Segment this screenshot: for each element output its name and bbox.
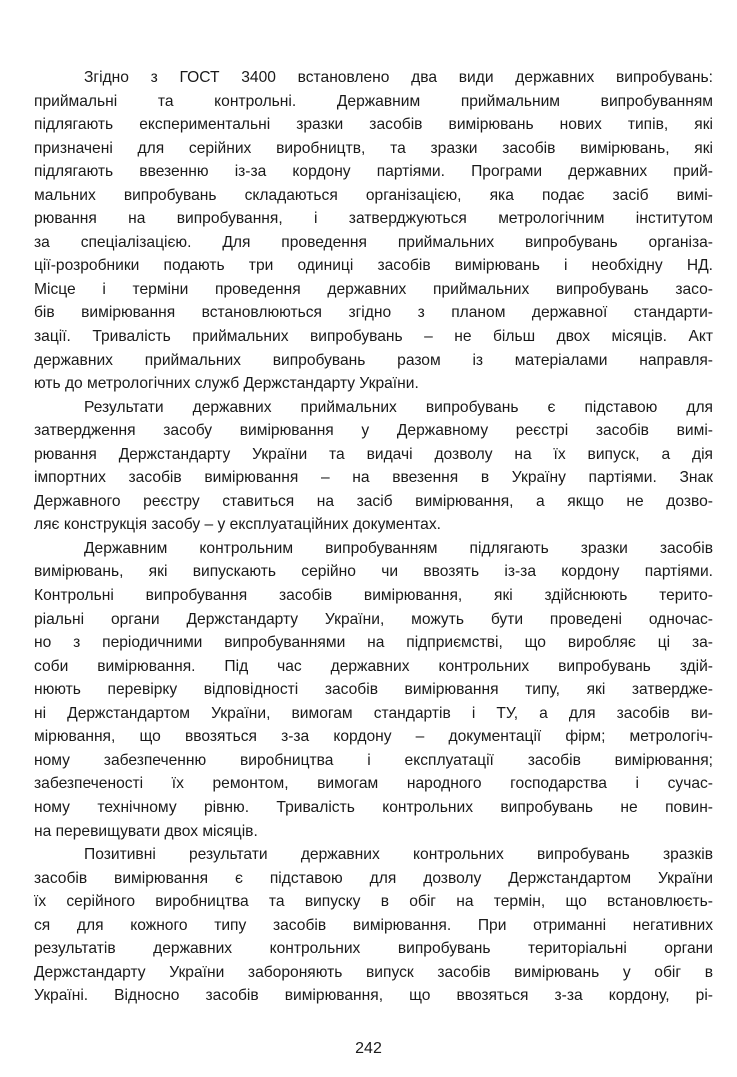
text-line: Державного реєстру ставиться на засіб вимірювання, а якщо не дозво-	[34, 492, 713, 510]
text-line: рювання на випробування, і затверджуються метрологічним інститутом	[34, 210, 713, 228]
text-line: ріальні органи Держстандарту України, можуть бути проведені одночас-	[34, 610, 713, 628]
text-line: ні Держстандартом України, вимогам стандартів і ТУ, а для засобів ви-	[34, 704, 713, 722]
text-line: приймальні та контрольні. Державним приймальним випробуванням	[34, 92, 713, 110]
text-line: соби вимірювання. Під час державних контрольних випробувань здій-	[34, 657, 713, 675]
body-text	[34, 66, 713, 1008]
text-line: нюють перевірку відповідності засобів вимірювання типу, які затвердже-	[34, 681, 713, 699]
text-line: затвердження засобу вимірювання у Державному реєстрі засобів вимі-	[34, 422, 713, 440]
text-line: ляє конструкція засобу – у експлуатаційних документах.	[34, 516, 441, 534]
text-line: Державним контрольним випробуванням підлягають зразки засобів	[84, 539, 713, 557]
text-line: рювання Держстандарту України та видачі дозволу на їх випуск, а дія	[34, 445, 713, 463]
text-line: засобів вимірювання є підставою для дозволу Держстандартом України	[34, 869, 713, 887]
text-line: імпортних засобів вимірювання – на ввезення в Україну партіями. Знак	[34, 469, 713, 487]
page-number: 242	[355, 1040, 382, 1057]
paragraph	[34, 537, 713, 843]
text-line: на перевищувати двох місяців.	[34, 822, 258, 840]
text-line: ють до метрологічних служб Держстандарту України.	[34, 375, 419, 393]
text-line: мірювання, що ввозяться з-за кордону – документації фірм; метрологіч-	[34, 728, 713, 746]
text-line: зації. Тривалість приймальних випробувань – не більш двох місяців. Акт	[34, 328, 713, 346]
text-line: Результати державних приймальних випробувань є підставою для	[84, 398, 713, 416]
text-line: вимірювань, які випускають серійно чи ввозять із-за кордону партіями.	[34, 563, 713, 581]
text-line: забезпеченості їх ремонтом, вимогам народного господарства і сучас-	[34, 775, 713, 793]
text-line: ному забезпеченню виробництва і експлуатації засобів вимірювання;	[34, 751, 713, 769]
text-line: бів вимірювання встановлюються згідно з планом державної стандарти-	[34, 304, 713, 322]
paragraph	[34, 396, 713, 537]
text-line: Місце і терміни проведення державних приймальних випробувань засо-	[34, 280, 713, 298]
text-line: Позитивні результати державних контрольних випробувань зразків	[84, 846, 713, 864]
text-line: підлягають експериментальні зразки засобів вимірювань нових типів, які	[34, 116, 713, 134]
text-line: Згідно з ГОСТ 3400 встановлено два види державних випробувань:	[84, 69, 713, 86]
text-line: підлягають ввезенню із-за кордону партіями. Програми державних прий-	[34, 163, 713, 181]
text-line: мальних випробувань складаються організацією, яка подає засіб вимі-	[34, 186, 713, 204]
text-line: Контрольні випробування засобів вимірювання, які здійснюють терито-	[34, 587, 713, 605]
text-line: призначені для серійних виробництв, та зразки засобів вимірювань, які	[34, 139, 713, 157]
text-line: за спеціалізацією. Для проведення приймальних випробувань організа-	[34, 233, 713, 251]
text-line: державних приймальних випробувань разом із матеріалами направля-	[34, 351, 713, 369]
paragraph	[34, 843, 713, 1008]
text-line: Україні. Відносно засобів вимірювання, що ввозяться з-за кордону, рі-	[34, 987, 713, 1005]
text-line: ному технічному рівню. Тривалість контрольних випробувань не повин-	[34, 798, 713, 816]
text-line: Держстандарту України забороняють випуск засобів вимірювань у обіг в	[34, 963, 713, 981]
text-line: но з періодичними випробуваннями на підприємстві, що виробляє ці за-	[34, 634, 713, 652]
text-line: ції-розробники подають три одиниці засобів вимірювань і необхідну НД.	[34, 257, 713, 275]
paragraph	[34, 66, 713, 396]
text-line: їх серійного виробництва та випуску в обіг на термін, що встановлюєть-	[34, 893, 713, 911]
text-line: результатів державних контрольних випробувань територіальні органи	[34, 940, 713, 958]
text-line: ся для кожного типу засобів вимірювання. При отриманні негативних	[34, 916, 713, 934]
